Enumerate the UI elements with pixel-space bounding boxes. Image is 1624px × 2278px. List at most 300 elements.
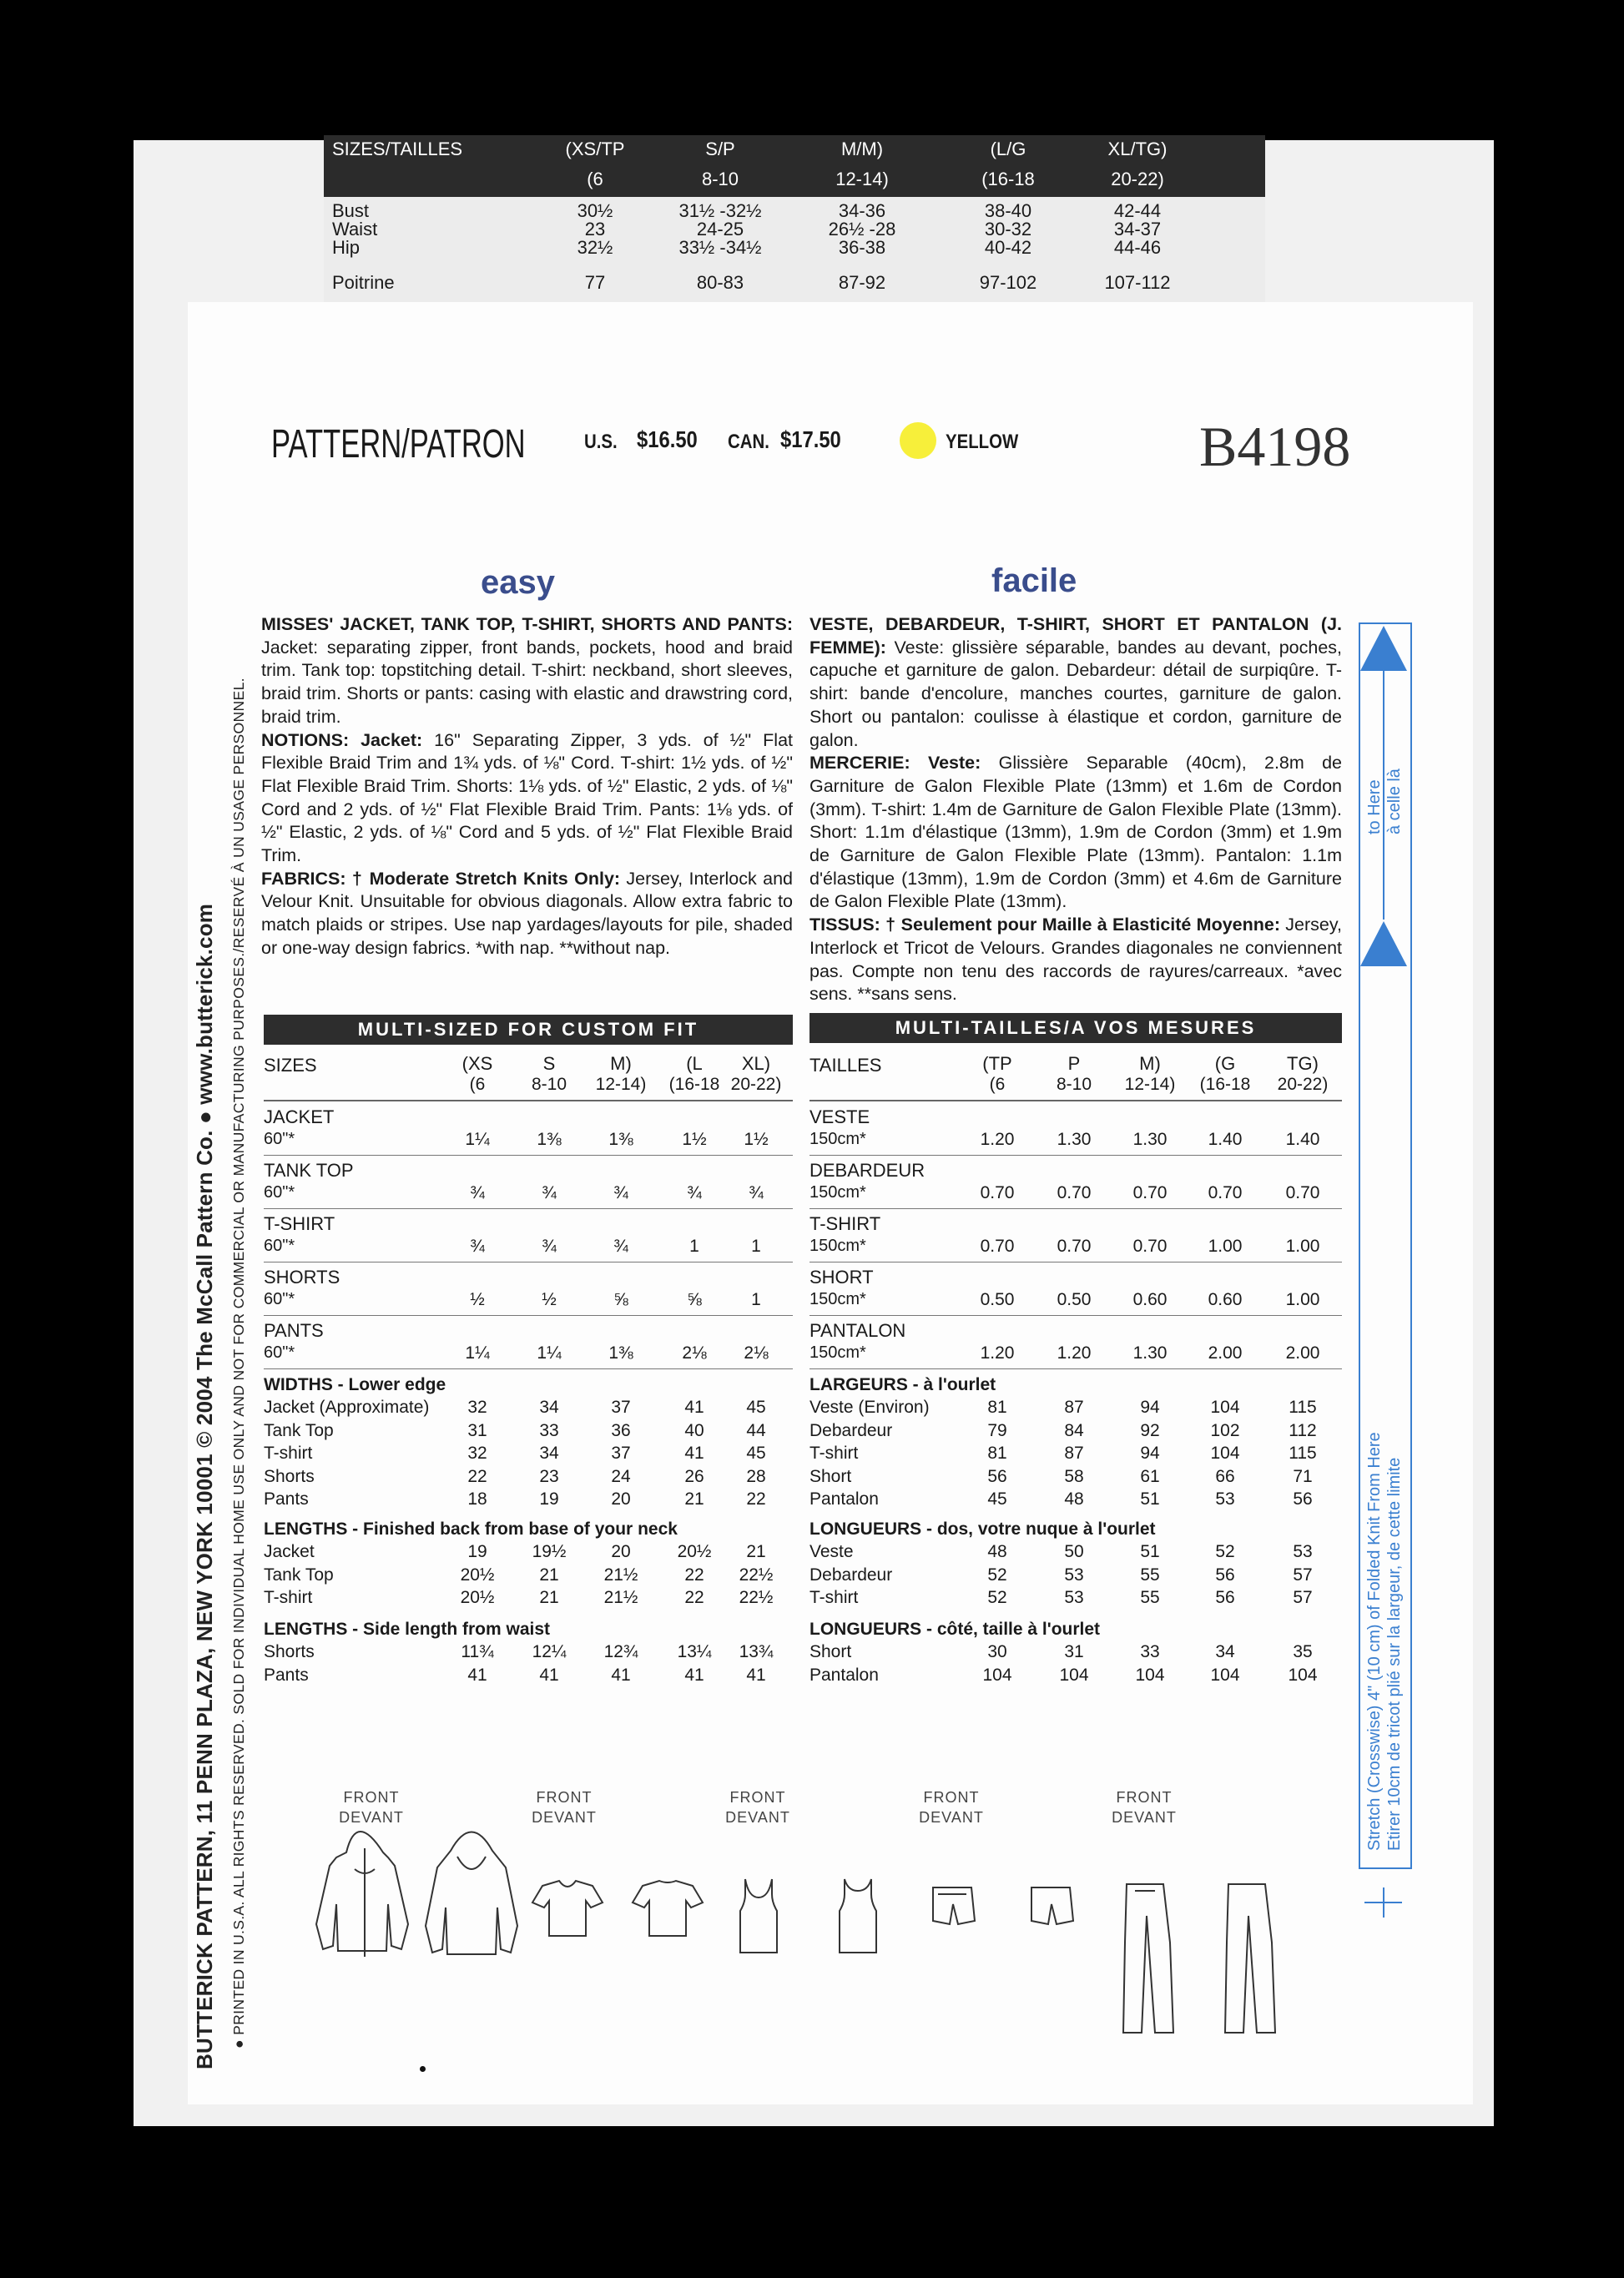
size-chart-header [324, 135, 1265, 197]
en-lengths-value: 22½ [739, 1565, 774, 1585]
fr-side-value: 104 [1135, 1665, 1165, 1685]
fr-widths-value: 92 [1140, 1420, 1160, 1440]
fr-lengths-value: 53 [1293, 1542, 1313, 1561]
fr-widths-value: 61 [1140, 1466, 1160, 1486]
fr-widths-value: 94 [1140, 1444, 1160, 1463]
fr-p2: Glissière Separable (40cm), 2.8m de Garniture de Galon Flexible Plate (13mm) et 1.6m de Cordon (3mm). T-shirt: 1.4m de Garniture de Galon Flexible Plate (13mm). Short: 1.1m d'élastique (13mm), 1.9m de Cordon (3mm) et 1.9m de Garniture de Galon Flexible Plate (13mm). Pantalon: 1.1m d'élastique (13mm), 1.9m de Cordon (3mm) et 4.6m de Garniture de Galon Flexible Plate (13mm). [809, 753, 1343, 912]
fr-yardage-name: SHORT [809, 1267, 874, 1288]
view-front: FRONT [1116, 1789, 1173, 1806]
fr-yardage-value: 0.60 [1132, 1290, 1168, 1309]
en-yardage-value: 1¼ [465, 1343, 490, 1363]
size-chart-cell: 40-42 [984, 237, 1032, 258]
size-chart-cell: 31½ -32½ [678, 200, 762, 221]
fr-size-col: (TP [982, 1053, 1012, 1074]
en-yardage-value: 1⅜ [537, 1130, 562, 1149]
fr-row-rule [809, 1208, 1342, 1209]
ruler-etirer: Etirer 10cm de tricot plié sur la largeur, de cette limite [1385, 1457, 1404, 1851]
fr-yardage-name: VESTE [809, 1106, 870, 1127]
fr-lengths-value: 55 [1140, 1588, 1160, 1607]
view-devant: DEVANT [339, 1809, 404, 1826]
fr-yardage-value: 2.00 [1208, 1343, 1243, 1363]
fr-size-col: M) [1139, 1053, 1161, 1074]
en-size-col: S [542, 1053, 556, 1074]
en-lengths-value: 20½ [677, 1542, 712, 1561]
fr-p3-bold: TISSUS: † Seulement pour Maille à Elasticité Moyenne: [809, 915, 1281, 935]
en-side-value: 12¼ [532, 1642, 567, 1661]
fr-side-value: 104 [1059, 1665, 1089, 1685]
fr-widths-value: 115 [1289, 1398, 1317, 1417]
en-yardage-value: 2⅛ [682, 1343, 707, 1363]
size-chart-row-label: Waist [332, 219, 378, 239]
en-lengths-value: 22 [684, 1565, 704, 1585]
en-yardage-value: ¾ [542, 1237, 557, 1256]
size-chart-col-3: M/M) [840, 139, 884, 159]
view-label [1094, 1787, 1194, 1827]
en-side-name: Pants [264, 1665, 309, 1685]
fr-widths-value: 81 [987, 1398, 1007, 1417]
size-chart-col-4: (L/G [990, 139, 1026, 159]
fr-widths-value: 56 [987, 1466, 1007, 1486]
can-label: CAN. [728, 431, 769, 453]
us-price: $16.50 [637, 426, 698, 452]
fr-yardage-name: T-SHIRT [809, 1213, 881, 1234]
size-chart-cell: 34-37 [1113, 219, 1162, 239]
fr-yardage-value: 0.70 [1285, 1183, 1320, 1202]
fr-side-value: 33 [1140, 1642, 1160, 1661]
en-widths-value: 22 [746, 1489, 766, 1509]
view-label [321, 1787, 421, 1827]
en-yardage-width: 60"* [264, 1237, 295, 1255]
en-widths-value: 32 [467, 1398, 487, 1417]
fr-lengths-value: 56 [1215, 1565, 1235, 1585]
fr-yardage-value: 0.70 [1057, 1183, 1092, 1202]
fr-widths-value: 51 [1140, 1489, 1160, 1509]
view-front: FRONT [729, 1789, 786, 1806]
en-row-rule [264, 1315, 793, 1316]
fr-widths-value: 115 [1289, 1444, 1317, 1463]
size-chart-cell: 87-92 [838, 272, 886, 293]
en-yardage-name: T-SHIRT [264, 1213, 335, 1234]
fr-widths-name: Pantalon [809, 1489, 879, 1509]
english-bar: MULTI-SIZED FOR CUSTOM FIT [264, 1015, 793, 1045]
size-chart-col2-3: 12-14) [835, 169, 889, 189]
fr-side-name: Short [809, 1642, 852, 1661]
size-chart-col-5: XL/TG) [1107, 139, 1168, 159]
en-widths-value: 24 [611, 1466, 631, 1486]
ruler-to-here: to Here [1365, 779, 1384, 834]
en-widths-title: WIDTHS - Lower edge [264, 1375, 446, 1394]
fr-widths-value: 53 [1215, 1489, 1235, 1509]
en-widths-value: 21 [684, 1489, 704, 1509]
en-p1-bold: MISSES' JACKET, TANK TOP, T-SHIRT, SHORTS AND PANTS: [261, 614, 793, 634]
en-side-value: 12¾ [603, 1642, 638, 1661]
french-description [809, 613, 1342, 1006]
en-lengths-value: 19 [467, 1542, 487, 1561]
ruler-stretch: Stretch (Crosswise) 4" (10 cm) of Folded Knit From Here [1365, 1432, 1384, 1851]
fr-lengths-value: 55 [1140, 1565, 1160, 1585]
en-side-title: LENGTHS - Side length from waist [264, 1620, 551, 1639]
en-yardage-width: 60"* [264, 1130, 295, 1148]
en-yardage-value: 1¼ [537, 1343, 562, 1363]
fr-lengths-value: 52 [987, 1588, 1007, 1607]
fr-yardage-value: 1.20 [1057, 1343, 1092, 1363]
size-chart-col2-2: 8-10 [701, 169, 739, 189]
publisher-line: BUTTERICK PATTERN, 11 PENN PLAZA, NEW YORK 10001 © 2004 The McCall Pattern Co. ● www.butterick.com [192, 903, 217, 2069]
fr-widths-value: 71 [1293, 1466, 1313, 1486]
fr-widths-value: 87 [1064, 1398, 1084, 1417]
fr-row-rule [809, 1368, 1342, 1369]
color-swatch [900, 422, 936, 459]
size-chart-cell: 32½ [577, 237, 613, 258]
en-yardage-value: ¾ [613, 1183, 628, 1202]
en-widths-value: 33 [539, 1420, 559, 1440]
fr-widths-name: Debardeur [809, 1420, 893, 1440]
en-yardage-value: 1⅜ [608, 1130, 633, 1149]
en-lengths-title: LENGTHS - Finished back from base of your neck [264, 1520, 678, 1539]
size-chart-col-0: SIZES/TAILLES [332, 139, 463, 159]
fr-sizes-label: TAILLES [809, 1055, 882, 1076]
view-devant: DEVANT [919, 1809, 984, 1826]
en-widths-value: 22 [467, 1466, 487, 1486]
fr-lengths-value: 48 [987, 1542, 1007, 1561]
en-widths-value: 34 [539, 1444, 559, 1463]
size-chart-col2-5: 20-22) [1111, 169, 1164, 189]
fr-yardage-value: 0.70 [1057, 1237, 1092, 1256]
view-label [901, 1787, 1001, 1827]
fr-yardage-value: 1.00 [1285, 1237, 1320, 1256]
size-chart-cell: 77 [584, 272, 606, 293]
en-side-value: 13¾ [739, 1642, 774, 1661]
en-lengths-name: T-shirt [264, 1588, 313, 1607]
en-size-col: XL) [741, 1053, 771, 1074]
fr-yardage-value: 0.50 [980, 1290, 1015, 1309]
fr-yardage-value: 0.70 [1208, 1183, 1243, 1202]
fr-size-col: (G [1214, 1053, 1236, 1074]
fr-side-value: 104 [982, 1665, 1012, 1685]
en-p2: 16" Separating Zipper, 3 yds. of ½" Flat Flexible Braid Trim and 1¾ yds. of ⅛" Cord. T-shirt: 1½ yds. of ½" Flat Flexible Braid Trim. Shorts: 1⅛ yds. of ½" Elastic, 2 yds. of ⅛" Cord and 2 yds. of ½" Flat Flexible Braid Trim. Pants: 1⅛ yds. of ½" Elastic, 2 yds. of ⅛" Cord and 5 yds. of ½" Flat Flexible Braid Trim. [261, 729, 794, 866]
en-row-rule [264, 1155, 793, 1156]
view-label [514, 1787, 614, 1827]
en-yardage-value: 1 [751, 1237, 761, 1256]
en-yardage-value: ¾ [687, 1183, 702, 1202]
en-widths-value: 36 [611, 1420, 631, 1440]
fr-widths-value: 56 [1293, 1489, 1313, 1509]
en-widths-value: 32 [467, 1444, 487, 1463]
en-row-rule [264, 1208, 793, 1209]
fr-size-col2: 12-14) [1124, 1075, 1176, 1094]
size-chart-cell: 24-25 [696, 219, 744, 239]
fr-yardage-value: 1.40 [1208, 1130, 1243, 1149]
size-chart-cell: 30½ [577, 200, 613, 221]
french-bar: MULTI-TAILLES/A VOS MESURES [809, 1013, 1342, 1043]
en-lengths-value: 20½ [460, 1588, 495, 1607]
fr-lengths-title: LONGUEURS - dos, votre nuque à l'ourlet [809, 1520, 1156, 1539]
fr-widths-value: 112 [1289, 1420, 1317, 1440]
fr-widths-value: 84 [1064, 1420, 1084, 1440]
en-yardage-width: 60"* [264, 1183, 295, 1202]
fr-row-rule [809, 1155, 1342, 1156]
en-widths-value: 40 [684, 1420, 704, 1440]
size-chart-cell: 107-112 [1104, 272, 1171, 293]
fr-widths-name: Short [809, 1466, 852, 1486]
fr-yardage-value: 0.70 [980, 1237, 1015, 1256]
fr-yardage-value: 1.40 [1285, 1130, 1320, 1149]
en-size-col: M) [610, 1053, 632, 1074]
fr-yardage-value: 0.50 [1057, 1290, 1092, 1309]
en-widths-name: Shorts [264, 1466, 315, 1486]
size-chart-row-label: Bust [332, 200, 370, 221]
fr-p1: Veste: glissière séparable, bandes au devant, poches, capuche et garniture de galon. Debardeur: détail de surpiqûre. T-shirt: bande d'encolure, manches courtes, garniture de galon. Short ou pantalon: coulisse à élastique et cordon, garniture de galon. [809, 637, 1342, 750]
fr-lengths-value: 53 [1064, 1588, 1084, 1607]
size-chart-cell: 42-44 [1113, 200, 1162, 221]
view-devant: DEVANT [725, 1809, 790, 1826]
en-yardage-name: SHORTS [264, 1267, 340, 1288]
ink-dot [420, 2066, 426, 2072]
en-widths-value: 37 [611, 1444, 631, 1463]
fr-lengths-value: 56 [1215, 1588, 1235, 1607]
en-lengths-value: 22½ [739, 1588, 774, 1607]
fr-lengths-value: 57 [1293, 1588, 1313, 1607]
fr-p3: Jersey, Interlock et Tricot de Velours. Grandes diagonales ne conviennent pas. Compte non tenu des raccords de rayures/carreaux. *avec sens. **sans sens. [809, 915, 1342, 1005]
en-side-value: 41 [611, 1665, 631, 1685]
en-yardage-value: ⅝ [613, 1290, 628, 1309]
pattern-label: PATTERN/PATRON [271, 422, 526, 466]
size-chart-cell: 36-38 [838, 237, 886, 258]
en-widths-value: 23 [539, 1466, 559, 1486]
en-widths-name: Pants [264, 1489, 309, 1509]
en-size-col2: (16-18 [668, 1075, 720, 1094]
size-chart [324, 135, 1265, 302]
size-chart-cell: 23 [584, 219, 606, 239]
fr-lengths-name: T-shirt [809, 1588, 859, 1607]
en-yardage-value: ¾ [470, 1237, 485, 1256]
fr-lengths-value: 50 [1064, 1542, 1084, 1561]
size-chart-cell: 33½ -34½ [678, 237, 762, 258]
fr-yardage-value: 0.60 [1208, 1290, 1243, 1309]
fr-lengths-value: 51 [1140, 1542, 1160, 1561]
legal-line: ● PRINTED IN U.S.A. ALL RIGHTS RESERVED. SOLD FOR INDIVIDUAL HOME USE ONLY AND NOT FOR COMMERCIAL OR MANUFACTURING PURPOSES./RESERVÉ À UN USAGE PERSONNEL. [230, 678, 247, 2049]
en-yardage-value: 1 [689, 1237, 699, 1256]
us-label: U.S. [584, 431, 618, 453]
fr-side-value: 104 [1288, 1665, 1318, 1685]
en-widths-name: T-shirt [264, 1444, 313, 1463]
en-lengths-name: Tank Top [264, 1565, 334, 1585]
en-p1: Jacket: separating zipper, front bands, pockets, hood and braid trim. Tank top: topstitching detail. T-shirt: neckband, short sleeves, braid trim. Shorts or pants: casing with elastic and drawstring cord, braid trim. [261, 637, 793, 727]
en-sizes-label: SIZES [264, 1055, 317, 1076]
size-chart-cell: 80-83 [696, 272, 744, 293]
en-size-col2: 8-10 [531, 1075, 567, 1094]
en-widths-name: Jacket (Approximate) [264, 1398, 430, 1417]
size-chart-cell: 30-32 [984, 219, 1032, 239]
en-side-value: 13¼ [677, 1642, 712, 1661]
en-size-col2: 20-22) [730, 1075, 782, 1094]
fr-widths-value: 102 [1210, 1420, 1240, 1440]
en-side-value: 41 [746, 1665, 766, 1685]
fr-side-value: 104 [1210, 1665, 1240, 1685]
en-yardage-width: 60"* [264, 1290, 295, 1308]
en-header-rule [264, 1100, 793, 1101]
en-yardage-value: ½ [470, 1290, 485, 1309]
fr-row-rule [809, 1315, 1342, 1316]
fr-side-value: 34 [1215, 1642, 1235, 1661]
en-widths-value: 19 [539, 1489, 559, 1509]
en-lengths-value: 21½ [603, 1588, 638, 1607]
fr-widths-value: 104 [1210, 1398, 1240, 1417]
french-title: facile [991, 562, 1077, 599]
en-side-value: 11¾ [461, 1642, 494, 1661]
size-chart-cell: 38-40 [984, 200, 1032, 221]
en-widths-value: 34 [539, 1398, 559, 1417]
en-yardage-value: 1½ [744, 1130, 769, 1149]
en-widths-value: 18 [467, 1489, 487, 1509]
fr-lengths-name: Debardeur [809, 1565, 893, 1585]
size-chart-cell: 34-36 [838, 200, 886, 221]
fr-header-rule [809, 1100, 1342, 1101]
fr-yardage-name: DEBARDEUR [809, 1160, 925, 1181]
fr-p1-bold: VESTE, DEBARDEUR, T-SHIRT, SHORT ET PANTALON (J. FEMME): [809, 614, 1342, 658]
fr-widths-value: 94 [1140, 1398, 1160, 1417]
fr-widths-value: 48 [1064, 1489, 1084, 1509]
en-yardage-value: ⅝ [687, 1290, 702, 1309]
view-front: FRONT [536, 1789, 593, 1806]
en-lengths-value: 20 [611, 1542, 631, 1561]
fr-yardage-width: 150cm* [809, 1343, 866, 1362]
en-lengths-value: 19½ [532, 1542, 567, 1561]
fr-yardage-value: 1.20 [980, 1130, 1015, 1149]
fr-size-col2: (6 [989, 1075, 1006, 1094]
en-widths-value: 44 [746, 1420, 766, 1440]
en-widths-name: Tank Top [264, 1420, 334, 1440]
en-widths-value: 37 [611, 1398, 631, 1417]
size-chart-col-2: S/P [705, 139, 735, 159]
fr-yardage-width: 150cm* [809, 1290, 866, 1308]
fr-widths-value: 66 [1215, 1466, 1235, 1486]
en-size-col: (XS [461, 1053, 493, 1074]
english-description [261, 613, 793, 960]
en-lengths-name: Jacket [264, 1542, 315, 1561]
fr-size-col2: 8-10 [1056, 1075, 1092, 1094]
en-lengths-value: 20½ [460, 1565, 495, 1585]
ruler-a-celle: à celle là [1385, 769, 1404, 834]
fr-yardage-value: 0.70 [1132, 1237, 1168, 1256]
fr-side-title: LONGUEURS - côté, taille à l'ourlet [809, 1620, 1101, 1639]
fr-widths-value: 81 [987, 1444, 1007, 1463]
pattern-card [188, 302, 1473, 2104]
fr-yardage-width: 150cm* [809, 1130, 866, 1148]
fr-side-value: 30 [987, 1642, 1007, 1661]
en-yardage-value: ½ [542, 1290, 557, 1309]
en-yardage-value: 1¼ [465, 1130, 490, 1149]
fr-yardage-value: 1.30 [1057, 1130, 1092, 1149]
fr-size-col: TG) [1287, 1053, 1319, 1074]
en-lengths-value: 21 [539, 1565, 559, 1585]
fr-lengths-value: 52 [1215, 1542, 1235, 1561]
size-chart-col2-4: (16-18 [981, 169, 1035, 189]
en-yardage-value: ¾ [749, 1183, 764, 1202]
fr-lengths-name: Veste [809, 1542, 854, 1561]
en-yardage-value: ¾ [470, 1183, 485, 1202]
fr-lengths-value: 52 [987, 1565, 1007, 1585]
size-chart-cell: 97-102 [979, 272, 1037, 293]
en-lengths-value: 22 [684, 1588, 704, 1607]
fr-yardage-value: 0.70 [1132, 1183, 1168, 1202]
pattern-number: B4198 [1199, 415, 1351, 478]
fr-widths-title: LARGEURS - à l'ourlet [809, 1375, 996, 1394]
fr-widths-value: 79 [987, 1420, 1007, 1440]
en-size-col2: 12-14) [595, 1075, 647, 1094]
en-yardage-value: ¾ [542, 1183, 557, 1202]
view-label [708, 1787, 808, 1827]
en-size-col: (L [686, 1053, 703, 1074]
fr-widths-value: 104 [1210, 1444, 1240, 1463]
color-name: YELLOW [946, 431, 1019, 453]
size-chart-row-label: Hip [332, 237, 361, 258]
en-size-col2: (6 [469, 1075, 486, 1094]
fr-widths-name: Veste (Environ) [809, 1398, 930, 1417]
en-yardage-name: PANTS [264, 1320, 324, 1341]
view-devant: DEVANT [532, 1809, 597, 1826]
fr-yardage-name: PANTALON [809, 1320, 906, 1341]
fr-p2-bold: MERCERIE: Veste: [809, 753, 981, 774]
fr-yardage-value: 1.00 [1285, 1290, 1320, 1309]
en-side-name: Shorts [264, 1642, 315, 1661]
en-side-value: 41 [684, 1665, 704, 1685]
fr-size-col: P [1067, 1053, 1081, 1074]
en-widths-value: 28 [746, 1466, 766, 1486]
fr-lengths-value: 57 [1293, 1565, 1313, 1585]
en-widths-value: 41 [684, 1398, 704, 1417]
view-front: FRONT [923, 1789, 980, 1806]
en-yardage-value: 1½ [682, 1130, 707, 1149]
fr-yardage-value: 1.30 [1132, 1130, 1168, 1149]
fr-yardage-value: 1.30 [1132, 1343, 1168, 1363]
fr-yardage-value: 0.70 [980, 1183, 1015, 1202]
en-row-rule [264, 1368, 793, 1369]
fr-yardage-value: 1.00 [1208, 1237, 1243, 1256]
fr-yardage-value: 2.00 [1285, 1343, 1320, 1363]
fr-widths-value: 87 [1064, 1444, 1084, 1463]
size-chart-cell: 26½ -28 [828, 219, 896, 239]
fr-size-col2: 20-22) [1277, 1075, 1329, 1094]
en-widths-value: 26 [684, 1466, 704, 1486]
fr-yardage-width: 150cm* [809, 1237, 866, 1255]
size-chart-row-label: Poitrine [332, 272, 395, 293]
en-yardage-value: 1⅜ [608, 1343, 633, 1363]
en-yardage-value: 1 [751, 1290, 761, 1309]
fr-side-value: 35 [1293, 1642, 1313, 1661]
fr-side-name: Pantalon [809, 1665, 879, 1685]
en-yardage-value: ¾ [613, 1237, 628, 1256]
en-widths-value: 31 [467, 1420, 487, 1440]
fr-lengths-value: 53 [1064, 1565, 1084, 1585]
en-lengths-value: 21½ [603, 1565, 638, 1585]
en-lengths-value: 21 [746, 1542, 766, 1561]
view-front: FRONT [343, 1789, 400, 1806]
en-side-value: 41 [467, 1665, 487, 1685]
en-yardage-name: JACKET [264, 1106, 335, 1127]
en-widths-value: 45 [746, 1398, 766, 1417]
fr-widths-value: 45 [987, 1489, 1007, 1509]
en-yardage-value: 2⅛ [744, 1343, 769, 1363]
size-chart-cell: 44-46 [1113, 237, 1162, 258]
english-title: easy [481, 564, 555, 601]
en-p3: Jersey, Interlock and Velour Knit. Unsuitable for obvious diagonals. Allow extra fabric to match plaids or stripes. Use nap yardages/layouts for pile, shaded or one-way design fabrics. *with nap. **without nap. [261, 868, 793, 958]
fr-widths-name: T-shirt [809, 1444, 859, 1463]
en-lengths-value: 21 [539, 1588, 559, 1607]
size-chart-col2-1: (6 [587, 169, 603, 189]
view-devant: DEVANT [1112, 1809, 1177, 1826]
size-chart-col-1: (XS/TP [565, 139, 625, 159]
